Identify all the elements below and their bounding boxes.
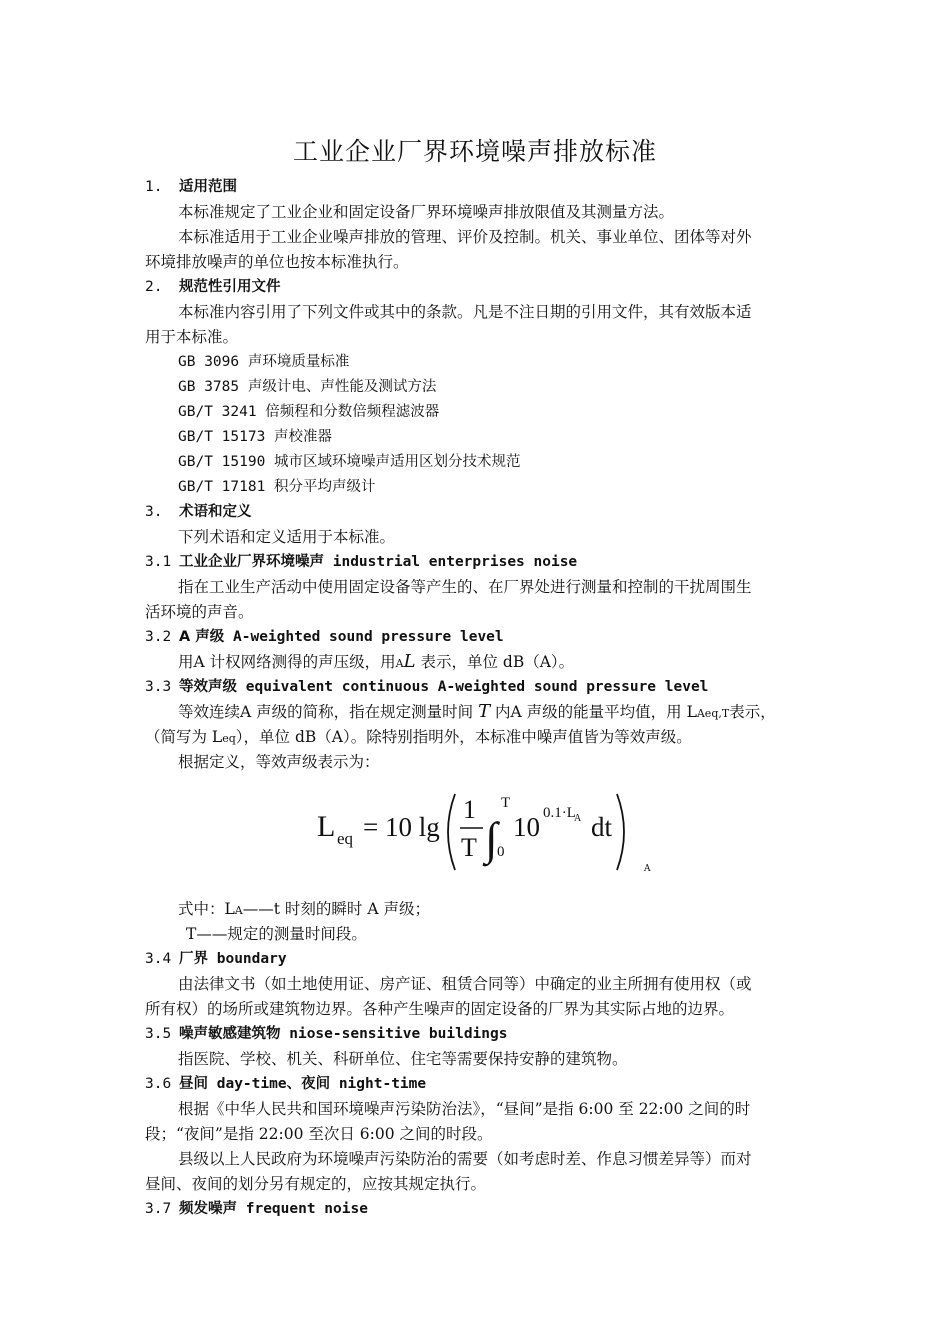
- paragraph: 用于本标准。: [145, 328, 239, 346]
- paragraph: [178, 651, 848, 675]
- section-3-3-heading: [145, 676, 815, 698]
- paragraph: 本标准适用于工业企业噪声排放的管理、评价及控制。机关、事业单位、团体等对外: [178, 228, 752, 246]
- paragraph: 由法律文书（如土地使用证、房产证、租赁合同等）中确定的业主所拥有使用权（或: [178, 975, 752, 993]
- paragraph: 根据《中华人民共和国环境噪声污染防治法》，“昼间”是指 6:00 至 22:00 之间的时: [178, 1100, 751, 1118]
- section-title-english: day-time: [216, 1076, 287, 1092]
- leq-formula: [305, 780, 665, 890]
- text: 式中：L: [178, 900, 235, 918]
- reference-item: GB 3096 声环境质量标准: [178, 354, 350, 370]
- section-number: 3.1: [145, 554, 172, 570]
- section-title: 工业企业厂界环境噪声: [179, 554, 324, 570]
- paragraph: 县级以上人民政府为环境噪声污染防治的需要（如考虑时差、作息习惯差异等）而对: [178, 1150, 752, 1168]
- section-3-2-heading: [145, 626, 815, 648]
- section-title: A 声级: [179, 629, 225, 645]
- symbol-subscript: Aeq,T: [696, 707, 730, 720]
- paragraph: 环境排放噪声的单位也按本标准执行。: [145, 253, 409, 271]
- section-3-7-heading: [145, 1198, 815, 1220]
- section-title-english: boundary: [216, 951, 287, 967]
- text: ——t 时刻的瞬时 A 声级；: [242, 900, 430, 918]
- section-title: 频发噪声: [179, 1201, 237, 1217]
- left-paren: [448, 794, 455, 870]
- text: ），单位 dB（A）。除特别指明外，本标准中噪声值皆为等效声级。: [235, 728, 692, 746]
- section-number: 3.3: [145, 679, 172, 695]
- paragraph: T——规定的测量时间段。: [186, 925, 367, 943]
- section-3-4-heading: [145, 948, 815, 970]
- text: 内A 声级的能量平均值，用 L: [495, 703, 697, 721]
- right-paren: [617, 794, 624, 870]
- section-number: 3.: [145, 504, 163, 520]
- section-title: 规范性引用文件: [179, 279, 281, 295]
- text: 表示，: [729, 703, 776, 721]
- fraction-denominator: T: [461, 833, 477, 862]
- section-number: 3.6: [145, 1076, 172, 1092]
- formula-lhs: L: [317, 810, 336, 843]
- section-number: 3.4: [145, 951, 172, 967]
- integral-lower: 0: [497, 844, 505, 860]
- paragraph: [178, 701, 848, 725]
- section-title: 等效声级: [179, 679, 237, 695]
- integral-upper: T: [501, 795, 511, 811]
- paragraph: 本标准规定了工业企业和固定设备厂界环境噪声排放限值及其测量方法。: [178, 203, 675, 221]
- symbol-subscript: A: [395, 657, 404, 670]
- integral-sign: ∫: [485, 813, 498, 864]
- paragraph: [178, 898, 848, 922]
- document-title: 工业企业厂界环境噪声排放标准: [292, 137, 657, 166]
- reference-item: GB/T 3241 倍频程和分数倍频程滤波器: [178, 404, 440, 420]
- section-number: 3.5: [145, 1026, 172, 1042]
- section-3-5-heading: [145, 1023, 815, 1045]
- power-exponent-subscript: A: [574, 813, 582, 824]
- text: 表示，单位 dB（A）。: [420, 653, 575, 671]
- paragraph: 下列术语和定义适用于本标准。: [178, 528, 396, 546]
- paragraph: 昼间、夜间的划分另有规定的，应按其规定执行。: [145, 1175, 487, 1193]
- separator: 、: [286, 1076, 302, 1092]
- section-number: 3.2: [145, 629, 172, 645]
- section-1-heading: [145, 176, 815, 198]
- text: 用A 计权网络测得的声压级，用: [178, 653, 396, 671]
- section-3-heading: [145, 501, 815, 523]
- section-title-english: night-time: [338, 1076, 427, 1092]
- paragraph: 指医院、学校、机关、科研单位、住宅等需要保持安静的建筑物。: [178, 1050, 628, 1068]
- power-base: 10: [513, 812, 540, 842]
- section-title-english: niose-sensitive buildings: [289, 1026, 508, 1042]
- section-title: 适用范围: [179, 179, 237, 195]
- paragraph: 本标准内容引用了下列文件或其中的条款。凡是不注日期的引用文件，其有效版本适: [178, 303, 752, 321]
- symbol: L: [403, 651, 416, 672]
- symbol-subscript: A: [234, 904, 243, 917]
- paragraph: [145, 726, 815, 750]
- paragraph: 所有权）的场所或建筑物边界。各种产生噪声的固定设备的厂界为其实际占地的边界。: [145, 1000, 735, 1018]
- text: 等效连续A 声级的简称，指在规定测量时间: [178, 703, 474, 721]
- reference-item: GB/T 15173 声校准器: [178, 429, 333, 445]
- formula-lhs-subscript: eq: [337, 829, 354, 848]
- section-title: 昼间: [179, 1076, 208, 1092]
- section-title-english: equivalent continuous A-weighted sound pressure level: [245, 679, 709, 695]
- reference-item: GB/T 15190 城市区域环境噪声适用区划分技术规范: [178, 454, 521, 470]
- formula-equals: = 10 lg: [363, 812, 440, 842]
- section-title: 术语和定义: [179, 504, 252, 520]
- paragraph: 根据定义，等效声级表示为：: [178, 753, 380, 771]
- fraction-numerator: 1: [463, 795, 476, 824]
- symbol: T: [478, 701, 491, 722]
- paragraph: 指在工业生产活动中使用固定设备等产生的、在厂界处进行测量和控制的干扰周围生: [178, 578, 752, 596]
- section-number: 3.7: [145, 1201, 172, 1217]
- reference-item: GB/T 17181 积分平均声级计: [178, 479, 376, 495]
- paragraph: 段；“夜间”是指 22:00 至次日 6:00 之间的时段。: [145, 1125, 493, 1143]
- text: （简写为 L: [145, 728, 223, 746]
- section-title: 噪声敏感建筑物: [179, 1026, 281, 1042]
- paragraph: 活环境的声音。: [145, 603, 254, 621]
- reference-item: GB 3785 声级计电、声性能及测试方法: [178, 379, 437, 395]
- section-number: 2.: [145, 279, 163, 295]
- section-title-english: industrial enterprises noise: [332, 554, 578, 570]
- section-3-1-heading: [145, 551, 815, 573]
- formula-note: A: [644, 864, 651, 874]
- section-title: 厂界: [179, 951, 208, 967]
- section-title: 夜间: [301, 1076, 331, 1092]
- section-title-english: frequent noise: [245, 1201, 368, 1217]
- section-2-heading: [145, 276, 815, 298]
- section-title-english: A-weighted sound pressure level: [233, 629, 504, 645]
- formula-dt: dt: [591, 812, 613, 842]
- section-number: 1.: [145, 179, 163, 195]
- power-exponent: 0.1·L: [543, 805, 576, 821]
- symbol-subscript: eq: [222, 732, 236, 745]
- section-3-6-heading: [145, 1073, 815, 1095]
